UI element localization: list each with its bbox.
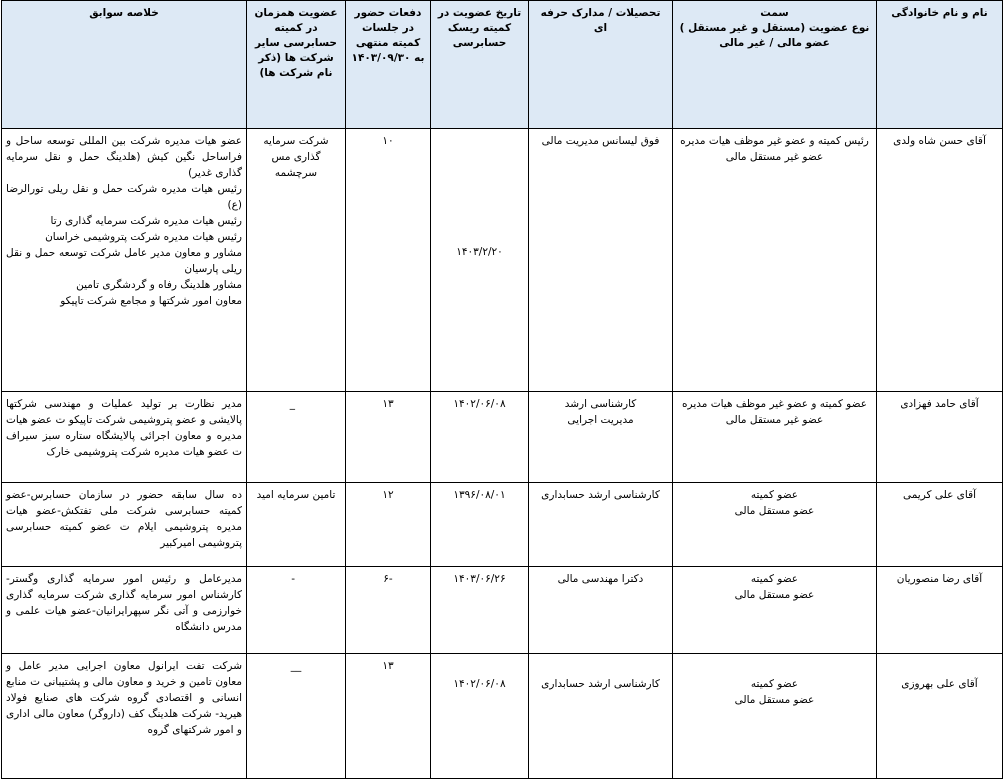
summary-line: مدیرعامل و رئیس امور سرمایه گذاری وگستر-کارشناس امور سرمایه گذاری شرکت سرمایه گذاری خوارزمی و آتی نگر سپهرایرانیان-عضو هیات علمی و مدرس دانشگاه xyxy=(6,573,242,633)
summary-line: مشاور هلدینگ رفاه و گردشگری تامین xyxy=(76,279,242,291)
summary-line: رئیس هیات مدیره شرکت پتروشیمی خراسان xyxy=(45,231,242,243)
summary-line: رئیس هیات مدیره شرکت حمل و نقل ریلی تورالرضا (ع) xyxy=(6,183,242,211)
member-name: آقای حسن شاه ولدی xyxy=(877,129,1003,392)
member-join-date: ۱۳۹۶/۰۸/۰۱ xyxy=(431,483,529,567)
member-education: دکترا مهندسی مالی xyxy=(529,567,673,654)
summary-line: ده سال سابقه حضور در سازمان حسابرس-عضو کمیته حسابرسی شرکت ملی تفتکش-عضو هیات مدیره پتروشیمی ایلام ت عضو کمیته حسابرسی پتروشیمی امیرکبیر xyxy=(6,489,242,549)
member-attendance: ۱۳ xyxy=(346,392,431,483)
member-other-membership: _ xyxy=(247,392,346,483)
header-position-line-3: عضو مالی / غیر مالی xyxy=(719,37,830,49)
member-position-type: عضو غیر مستقل مالی xyxy=(725,414,824,426)
member-summary xyxy=(2,129,247,392)
member-name: آقای رضا منصوریان xyxy=(877,567,1003,654)
header-education: تحصیلات / مدارک حرفه ای xyxy=(529,1,673,129)
member-education: کارشناسی ارشد حسابداری xyxy=(529,654,673,779)
summary-line: مدیر نظارت بر تولید عملیات و مهندسی شرکتها پالایشی و عضو پتروشیمی شرکت تاپیکو ت عضو هیات مدیره و معاون اجرائی پالایشگاه ستاره سبز سیراف ت عضو هیات مدیره شرکت پتروشیمی خارک xyxy=(6,398,242,458)
header-attendance: دفعات حضور در جلسات کمیته منتهی به ۱۴۰۳/۰۹/۳۰ xyxy=(346,1,431,129)
member-attendance: ۱۰ xyxy=(346,129,431,392)
member-position-role: عضو کمیته xyxy=(750,678,799,690)
member-position xyxy=(673,392,877,483)
header-summary: خلاصه سوابق xyxy=(2,1,247,129)
member-position-type: عضو مستقل مالی xyxy=(734,694,815,706)
header-position-line-1: سمت xyxy=(760,7,789,19)
summary-line: معاون امور شرکتها و مجامع شرکت تاپیکو xyxy=(60,295,242,307)
member-position xyxy=(673,129,877,392)
member-position xyxy=(673,654,877,779)
header-join-date: تاریخ عضویت در کمیته ریسک حسابرسی xyxy=(431,1,529,129)
table-row xyxy=(2,567,1003,654)
summary-line: شرکت تفت ایرانول معاون اجرایی مدیر عامل و معاون تامین و خرید و معاون مالی و پشتیبانی ت منابع انسانی و اقتصادی گروه شرکت های صنایع فولاد هیرید- شرکت هلدینگ کف (داروگر) معاون مالی اداری و امور شرکتهای گروه xyxy=(6,660,242,736)
member-name: آقای علی بهروزی xyxy=(877,654,1003,779)
member-summary xyxy=(2,654,247,779)
member-name: آقای حامد فهزادی xyxy=(877,392,1003,483)
member-position-type: عضو مستقل مالی xyxy=(734,505,815,517)
member-position xyxy=(673,567,877,654)
member-other-membership: شرکت سرمایه گذاری مس سرچشمه xyxy=(247,129,346,392)
table-row xyxy=(2,392,1003,483)
member-summary xyxy=(2,567,247,654)
summary-line: مشاور و معاون مدیر عامل شرکت توسعه حمل و نقل ریلی پارسیان xyxy=(6,247,242,275)
member-attendance: ۱۳ xyxy=(346,654,431,779)
member-join-date: ۱۴۰۳/۰۶/۲۶ xyxy=(431,567,529,654)
header-position xyxy=(673,1,877,129)
member-other-membership: __ xyxy=(247,654,346,779)
member-position-role: عضو کمیته xyxy=(750,489,799,501)
member-education: کارشناسی ارشد حسابداری xyxy=(529,483,673,567)
member-other-membership: - xyxy=(247,567,346,654)
member-join-date: ۱۴۰۲/۰۶/۰۸ xyxy=(431,654,529,779)
member-summary xyxy=(2,483,247,567)
header-other-membership: عضویت همزمان در کمیته حسابرسی سایر شرکت ها (ذکر نام شرکت ها) xyxy=(247,1,346,129)
table-row xyxy=(2,483,1003,567)
member-position-type: عضو غیر مستقل مالی xyxy=(725,151,824,163)
member-position-role: عضو کمیته و عضو غیر موظف هیات مدیره xyxy=(682,398,867,410)
member-position-type: عضو مستقل مالی xyxy=(734,589,815,601)
member-attendance: ۱۲ xyxy=(346,483,431,567)
member-position xyxy=(673,483,877,567)
member-join-date: ۱۴۰۲/۰۶/۰۸ xyxy=(431,392,529,483)
member-education: کارشناسی ارشد مدیریت اجرایی xyxy=(529,392,673,483)
header-row xyxy=(2,1,1003,129)
member-education: فوق لیسانس مدیریت مالی xyxy=(529,129,673,392)
member-attendance: -۶ xyxy=(346,567,431,654)
committee-members-table xyxy=(1,0,1003,779)
member-position-role: رئیس کمیته و عضو غیر موظف هیات مدیره xyxy=(680,135,869,147)
summary-line: رئیس هیات مدیره شرکت سرمایه گذاری رتا xyxy=(50,215,242,227)
summary-line: عضو هیات مدیره شرکت بین المللی توسعه ساحل و فراساحل نگین کیش (هلدینگ حمل و نقل سرمایه گذاری غدیر) xyxy=(6,135,242,179)
member-join-date: ۱۴۰۳/۲/۲۰ xyxy=(431,129,529,392)
member-summary xyxy=(2,392,247,483)
header-name: نام و نام خانوادگی xyxy=(877,1,1003,129)
member-name: آقای علی کریمی xyxy=(877,483,1003,567)
header-position-line-2: نوع عضویت (مستقل و غیر مستقل ) xyxy=(679,22,870,34)
table-row xyxy=(2,654,1003,779)
table-row xyxy=(2,129,1003,392)
member-other-membership: تامین سرمایه امید xyxy=(247,483,346,567)
member-position-role: عضو کمیته xyxy=(750,573,799,585)
